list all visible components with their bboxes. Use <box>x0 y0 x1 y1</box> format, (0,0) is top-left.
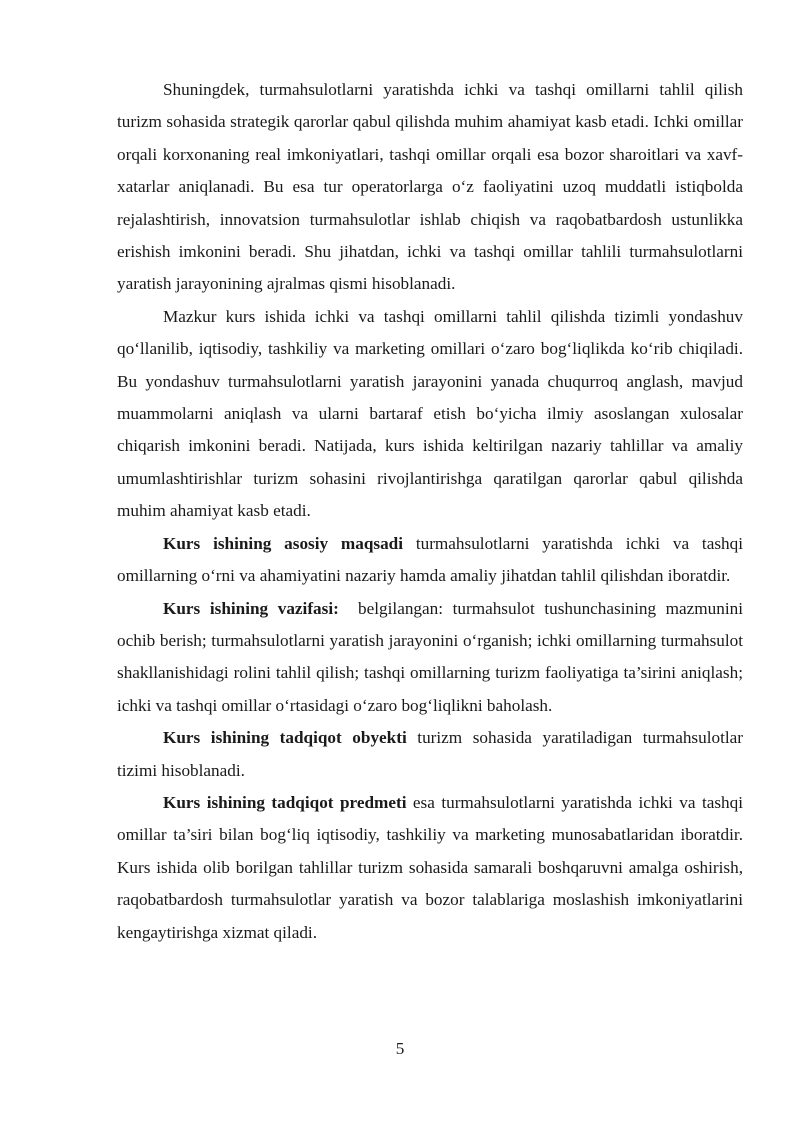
paragraph-lead: Kurs ishining asosiy maqsadi <box>163 533 404 553</box>
paragraph-text: turizm sohasida yaratiladigan turmahsulotlar tizimi hisoblanadi. <box>117 728 743 780</box>
paragraph-intro-importance <box>117 74 743 301</box>
paragraph-research-subject <box>117 787 743 949</box>
paragraph-text: turmahsulotlarni yaratishda ichki va tashqi omillarning o‘rni va ahamiyatini nazariy hamda amaliy jihatdan tahlil qilishdan iboratdir. <box>117 533 743 586</box>
paragraph-lead: Kurs ishining tadqiqot obyekti <box>163 728 407 748</box>
page-number: 5 <box>395 1039 405 1058</box>
paragraph-systematic-approach <box>117 301 743 528</box>
paragraph-tasks <box>117 593 748 723</box>
paragraph-text: Mazkur kurs ishida ichki va tashqi omillarni tahlil qilishda tizimli yondashuv qo‘llanilib, iqtisodiy, tashkiliy va marketing omillari o‘zaro bog‘liqlikda ko‘rib chiqiladi. Bu yondashuv turmahsulotlarni yaratish jarayonini yanada chuqurroq anglash, mavjud muammolarni aniqlash va ularni bartaraf etish bo‘yicha ilmiy asoslangan xulosalar chiqarish imkonini beradi. Natijada, kurs ishida keltirilgan nazariy tahlillar va amaliy umumlashtirishlar turizm sohasini rivojlantirishga qaratilgan qarorlar qabul qilishda muhim ahamiyat kasb etadi. <box>117 306 743 521</box>
paragraph-text: Shuningdek, turmahsulotlarni yaratishda ichki va tashqi omillarni tahlil qilish turizm sohasida strategik qarorlar qabul qilishda muhim ahamiyat kasb etadi. Ichki omillar orqali korxonaning real imkoniyatlari, tashqi omillar orqali esa bozor sharoitlari va xavf-xatarlar aniqlanadi. Bu esa tur operatorlarga o‘z faoliyatini uzoq muddatli istiqbolda rejalashtirish, innovatsion turmahsulotlar ishlab chiqish va raqobatbardosh ustunlikka erishish imkonini beradi. Shu jihatdan, ichki va tashqi omillar tahlili turmahsulotlarni yaratish jarayonining ajralmas qismi hisoblanadi. <box>117 80 743 294</box>
paragraph-lead: Kurs ishining tadqiqot predmeti <box>163 792 407 812</box>
paragraph-lead: Kurs ishining vazifasi: <box>163 598 339 618</box>
page-body <box>117 74 748 949</box>
paragraph-main-goal <box>117 528 743 593</box>
paragraph-text: esa turmahsulotlarni yaratishda ichki va tashqi omillar ta’siri bilan bog‘liq iqtisodiy, tashkiliy va marketing munosabatlaridan iboratdir. Kurs ishida olib borilgan tahlillar turizm sohasida samarali boshqaruvni amalga oshirish, raqobatbardosh turmahsulotlar yaratish va bozor talablariga moslashish imkoniyatlarini kengaytirishga xizmat qiladi. <box>117 792 743 942</box>
paragraph-research-object <box>117 722 743 787</box>
paragraph-text: belgilangan: turmahsulot tushunchasining mazmunini ochib berish; turmahsulotlarni yaratish jarayonini o‘rganish; ichki omillarning turmahsulot shakllanishidagi rolini tahlil qilish; tashqi omillarning turizm faoliyatiga ta’sirini aniqlash; ichki va tashqi omillar o‘rtasidagi o‘zaro bog‘liqlikni baholash. <box>117 598 748 715</box>
